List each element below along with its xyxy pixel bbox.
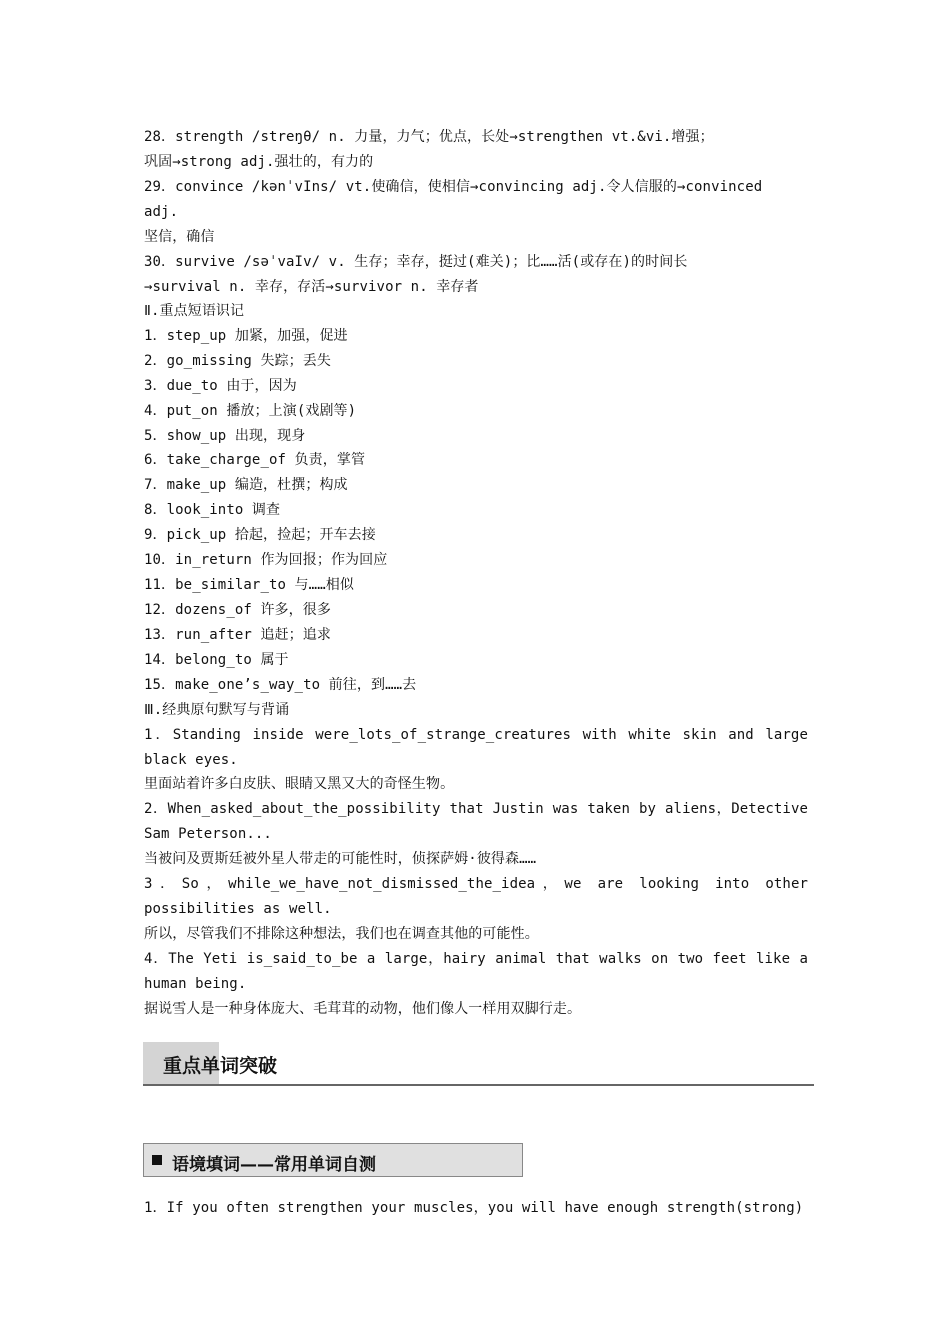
phrase-item: 4．put_on 播放；上演(戏剧等) <box>144 403 357 419</box>
sentence-4-english: 4．The Yeti is_said_to_be a large，hairy animal that walks on two feet like a <box>144 951 808 967</box>
sentence-3-chinese: 所以，尽管我们不排除这种想法，我们也在调查其他的可能性。 <box>144 926 539 942</box>
phrase-item: 12．dozens_of 许多，很多 <box>144 602 331 618</box>
phrase-item: 3．due_to 由于，因为 <box>144 378 297 394</box>
vocab-strength-line1: 28．strength /streŋθ/ n. 力量，力气；优点，长处→strengthen vt.&vi.增强； <box>144 129 714 145</box>
vocab-convince-line2: adj. <box>144 204 179 220</box>
vocab-survive-line1: 30．survive /səˈvaIv/ v. 生存；幸存，挺过(难关)；比……活(或存在)的时间长 <box>144 254 688 270</box>
sentence-1-english-cont: black eyes. <box>144 752 238 768</box>
sentence-4-english-cont: human being. <box>144 976 247 992</box>
sentence-2-english: 2．When_asked_about_the_possibility that Justin was taken by aliens，Detective <box>144 801 808 817</box>
phrase-item: 2．go_missing 失踪；丢失 <box>144 353 331 369</box>
vocab-strength-line2: 巩固→strong adj.强壮的，有力的 <box>144 154 374 170</box>
section-heading-text: 重点单词突破 <box>163 1055 278 1077</box>
phrase-item: 1．step_up 加紧，加强，促进 <box>144 328 348 344</box>
sentence-2-english-cont: Sam Peterson... <box>144 826 272 842</box>
sentence-3-english: 3．So，while_we_have_not_dismissed_the_idea，we are looking into other <box>144 876 808 892</box>
phrase-item: 7．make_up 编造，杜撰；构成 <box>144 477 348 493</box>
phrase-item: 8．look_into 调查 <box>144 502 281 518</box>
square-bullet-icon <box>152 1155 162 1165</box>
phrases-title: Ⅱ.重点短语识记 <box>144 303 245 319</box>
sentence-1-english: 1．Standing inside were_lots_of_strange_creatures with white skin and large <box>144 727 808 743</box>
phrase-item: 11．be_similar_to 与……相似 <box>144 577 354 593</box>
sentence-4-chinese: 据说雪人是一种身体庞大、毛茸茸的动物，他们像人一样用双脚行走。 <box>144 1001 582 1017</box>
sentence-1-chinese: 里面站着许多白皮肤、眼睛又黑又大的奇怪生物。 <box>144 776 455 792</box>
phrase-item: 5．show_up 出现，现身 <box>144 428 306 444</box>
phrase-item: 6．take_charge_of 负责，掌管 <box>144 452 366 468</box>
sentence-3-english-cont: possibilities as well. <box>144 901 332 917</box>
phrase-item: 10．in_return 作为回报；作为回应 <box>144 552 388 568</box>
subsection-heading-text: 语境填词——常用单词自测 <box>172 1155 376 1175</box>
phrase-item: 9．pick_up 拾起，捡起；开车去接 <box>144 527 376 543</box>
phrase-item: 13．run_after 追赶；追求 <box>144 627 331 643</box>
section-heading <box>143 1042 814 1086</box>
vocab-convince-line1: 29．convince /kənˈvIns/ vt.使确信，使相信→convincing adj.令人信服的→convinced <box>144 179 763 195</box>
phrase-item: 14．belong_to 属于 <box>144 652 289 668</box>
vocab-convince-line3: 坚信，确信 <box>144 229 215 245</box>
sentence-2-chinese: 当被问及贾斯廷被外星人带走的可能性时，侦探萨姆·彼得森…… <box>144 851 537 867</box>
subsection-heading <box>143 1143 523 1177</box>
exercise-question-1: 1．If you often strengthen your muscles，you will have enough strength(strong) <box>144 1200 804 1216</box>
sentences-title: Ⅲ.经典原句默写与背诵 <box>144 702 290 718</box>
phrase-item: 15．make_one’s_way_to 前往，到……去 <box>144 677 417 693</box>
vocab-survive-line2: →survival n. 幸存，存活→survivor n. 幸存者 <box>144 279 479 295</box>
